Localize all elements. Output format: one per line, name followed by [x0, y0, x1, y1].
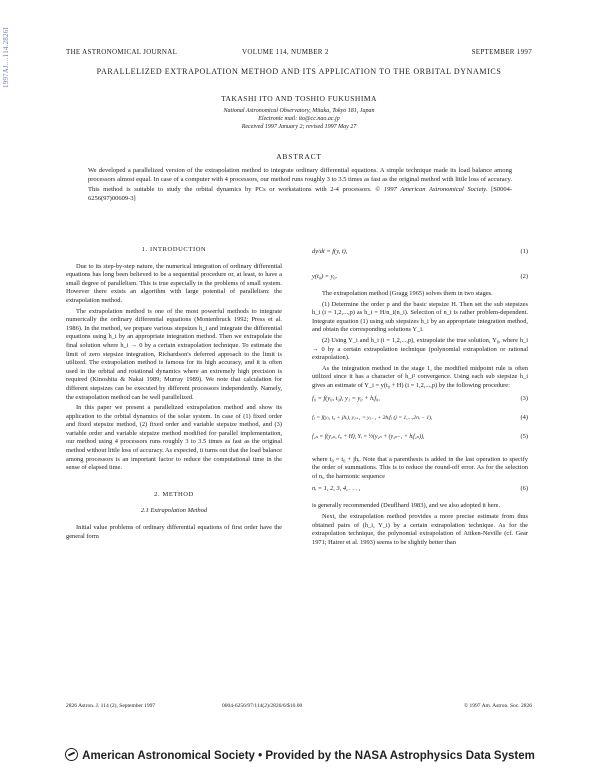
- intro-paragraph: Due to its step-by-step nature, the numerical integration of ordinary differential equations has long been believed to be a sequential procedure or, at least, to have a small degree of parallelism. This is true especially in the problems of small system. However there exists an algorithm with large potential of parallelism: the extrapolation method.: [66, 262, 282, 304]
- intro-paragraph: The extrapolation method is one of the most powerful methods to integrate numerically the ordinary differential equations (Montenbruck 1992; Press et al. 1986). In the method, we prepare various stepsizes h_i and integrate the differential equations using h_i by an appropriate integration method. Then we extrapolate the final solution where h_i → 0 by a certain extrapolation technique. To estimate the limit of zero stepsize integration, Richardson's deferred approach to the limit is utilized. The extrapolation method is famous for its high accuracy, and it is often used in the orbital and rotational dynamics where an extremely high precision is required (Kinoshita & Nakai 1989; Murray 1989). We note that calculation for different stepsizes can be executed by different processors independently. Namely, the extrapolation method can be well parallelized.: [66, 307, 282, 401]
- abstract-copyright: © 1997 American Astronomical Society.: [375, 185, 488, 193]
- abstract-heading: ABSTRACT: [276, 152, 322, 161]
- footer-copyright: © 1997 Am. Astron. Soc. 2826: [463, 703, 532, 709]
- page-footer: [66, 703, 532, 712]
- equation-4: [312, 412, 528, 426]
- aas-logo-icon: [65, 748, 78, 761]
- ads-banner: [0, 748, 600, 762]
- equation-number: (5): [520, 432, 528, 440]
- intro-paragraph: In this paper we present a parallelized extrapolation method and show its application to the orbital dynamics of the solar system. In case of (1) fixed order and fixed stepsize method, (2) fixed order and variable stepsize method, and (3) variable order and variable stepsize method modified for parallel implementation, our method using 4 processors runs roughly 3 to 3.5 times as fast as the original method without little loss of accuracy. As expected, it turns out that the load balance among processors is an important factor to reduce the computational time in the sense of elapsed time.: [66, 404, 282, 472]
- journal-name: THE ASTRONOMICAL JOURNAL: [66, 48, 178, 56]
- equation-2: [312, 271, 528, 285]
- equation-number: (4): [520, 413, 528, 421]
- body-paragraph: As the integration method in the stage 1, the modified midpoint rule is often utilized since it has a character of h_i² convergence. Using each sub stepsize h_i gives an estimate of Y_i = y(t₀ + H) (i = 1,2,...,p) by the following procedure:: [312, 364, 528, 389]
- equation-5: [312, 431, 528, 451]
- equation-number: (3): [520, 394, 528, 402]
- received-line: Received 1997 January 2; revised 1997 May 27: [241, 124, 357, 130]
- body-paragraph: The extrapolation method (Gragg 1965) solves them in two stages.: [322, 290, 493, 297]
- equation-number: (2): [520, 273, 528, 280]
- body-paragraph: where t₀ = t₀ + jhᵢ. Note that a parenthesis is added in the last operation to specify the order of summations. This is to reduce the round-off error. As for the selection of nᵢ, the harmonic sequence: [312, 455, 528, 480]
- banner-text: American Astronomical Society • Provided by the NASA Astrophysics Data System: [82, 750, 535, 762]
- author-line: TAKASHI ITO AND TOSHIO FUKUSHIMA: [221, 94, 377, 103]
- body-paragraph: (1) Determine the order p and the basic stepsize H. Then set the sub stepsizes h_i (i = 1,2,...,p) as h_i = H/n_i(n_i). Selection of n_i is rather problem-dependent. Integrate equation (1) using sub stepsizes h_i by an appropriate integration method, and obtain the corresponding solutions Y_i.: [312, 300, 528, 334]
- article-title: PARALLELIZED EXTRAPOLATION METHOD AND ITS APPLICATION TO THE ORBITAL DYNAMICS: [96, 67, 502, 76]
- equation-3: [312, 393, 528, 407]
- footer-code: 0004-6256/97/114(2)/2826/6/$10.00: [222, 703, 303, 709]
- equation-expression: f₀ = f(y₀, t₀), y₁ = y₀ + hᵢf₀,: [312, 394, 380, 402]
- abstract-text: We developed a parallelized version of the extrapolation method to integrate ordinary differential equations. A simple technique made its load balance among processors almost equal. In case of a computer with 4 processors, our method runs roughly 3 to 3.5 times as fast as the original method with little loss of accuracy. This method is suitable to study the orbital dynamics by PCs or workstations with 2-4 processors.: [88, 167, 512, 193]
- abstract-body: [88, 166, 512, 203]
- issue-date: SEPTEMBER 1997: [471, 48, 532, 56]
- equation-expression: nᵢ = 1, 2, 3, 4, . . . ,: [312, 485, 361, 493]
- intro-heading: 1. INTRODUCTION: [141, 246, 207, 253]
- equation-expression: dy/dt = f(y, t),: [312, 248, 348, 255]
- equation-number: (6): [520, 485, 528, 493]
- bibcode-sidebar: 1997AJ....114.2826I: [2, 27, 10, 88]
- method-subheading: 2.1 Extrapolation Method: [140, 507, 208, 515]
- running-head: [66, 48, 532, 58]
- method-heading: 2. METHOD: [154, 490, 194, 498]
- footer-citation: 2826 Astron. J. 114 (2), September 1997: [66, 703, 156, 709]
- equation-expression: y(t₀) = y₀.: [312, 273, 338, 280]
- affiliation: National Astronomical Observatory, Mitaka, Tokyo 181, Japan: [223, 108, 375, 114]
- left-column: [66, 240, 282, 543]
- volume-number: VOLUME 114, NUMBER 2: [242, 48, 329, 56]
- equation-6: [312, 483, 528, 497]
- equation-expression: fⱼ = f(yⱼ, t₀ + jhᵢ), yⱼ₊₁ = yⱼ₋₁ + 2hᵢfⱼ (j = 1,...,2nᵢ − 1),: [312, 414, 433, 421]
- abstract-code: [S0004-6256(97)00609-3]: [88, 185, 513, 202]
- affiliation-block: [66, 107, 532, 131]
- equation-1: [312, 246, 528, 266]
- body-paragraph: is generally recommended (Deuflhard 1983), and we also adopted it here.: [312, 502, 501, 510]
- body-paragraph: (2) Using Y_i and h_i (i = 1,2,...,p), extrapolate the true solution, Y₀, where h_i → 0 by a certain extrapolation technique (polynomial extrapolation or rational extrapolation).: [312, 336, 528, 362]
- method-paragraph: Initial value problems of ordinary differential equations of first order have the general form: [66, 524, 282, 540]
- equation-number: (1): [520, 248, 528, 255]
- email-line: Electronic mail: ito@cc.nao.ac.jp: [258, 116, 340, 122]
- right-column: [312, 244, 528, 549]
- body-paragraph: Next, the extrapolation method provides a more precise estimate from thus obtained pairs of (h_i, Y_i) by a certain extrapolation technique. As for the extrapolation technique, the polynomial extrapolation of Aitken-Neville (cf. Gear 1971; Hairer et al. 1993) seems to be slightly better than: [312, 512, 528, 546]
- equation-expression: f₂ₙ = f(y₂ₙ, t₀ + H), Yᵢ = ½(y₂ₙ + (y₂ₙ₋₁ + hᵢf₂ₙ)),: [312, 433, 425, 440]
